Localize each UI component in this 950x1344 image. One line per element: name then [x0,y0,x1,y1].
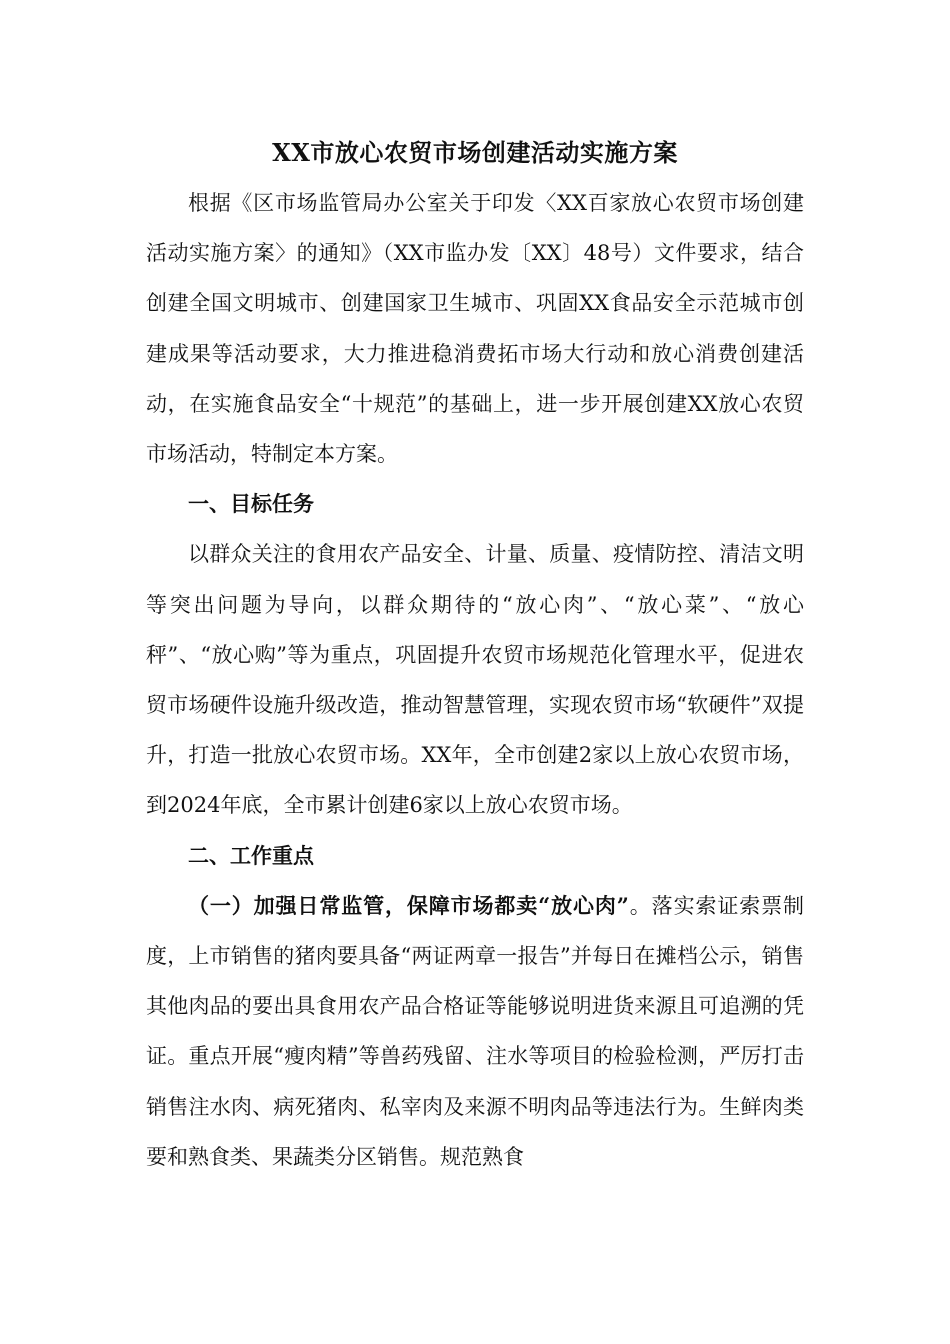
goals-paragraph: 以群众关注的食用农产品安全、计量、质量、疫情防控、清洁文明等突出问题为导向，以群众期待的“放心肉”、“放心菜”、“放心秤”、“放心购”等为重点，巩固提升农贸市场规范化管理水平，促进农贸市场硬件设施升级改造，推动智慧管理，实现农贸市场“软硬件”双提升，打造一批放心农贸市场。XX年，全市创建2家以上放心农贸市场，到2024年底，全市累计创建6家以上放心农贸市场。 [146,542,804,818]
document-title: XX市放心农贸市场创建活动实施方案 [272,138,678,167]
intro-paragraph: 根据《区市场监管局办公室关于印发〈XX百家放心农贸市场创建活动实施方案〉的通知》（XX市监办发〔XX〕48号）文件要求，结合创建全国文明城市、创建国家卫生城市、巩固XX食品安全示范城市创建成果等活动要求，大力推进稳消费拓市场大行动和放心消费创建活动，在实施食品安全“十规范”的基础上，进一步开展创建XX放心农贸市场活动，特制定本方案。 [146,191,804,467]
focus-item-1-paragraph [146,881,804,1182]
document-body [146,178,804,1182]
focus-item-1-lead: （一）加强日常监管，保障市场都卖“放心肉” [188,892,629,918]
section-heading-focus: 二、工作重点 [188,842,314,868]
focus-item-1-body: 。落实索证索票制度，上市销售的猪肉要具备“两证两章一报告”并每日在摊档公示，销售其他肉品的要出具食用农产品合格证等能够说明进货来源且可追溯的凭证。重点开展“瘦肉精”等兽药残留、注水等项目的检验检测，严厉打击销售注水肉、病死猪肉、私宰肉及来源不明肉品等违法行为。生鲜肉类要和熟食类、果蔬类分区销售。规范熟食 [146,893,804,1169]
section-heading-goals: 一、目标任务 [188,491,314,517]
